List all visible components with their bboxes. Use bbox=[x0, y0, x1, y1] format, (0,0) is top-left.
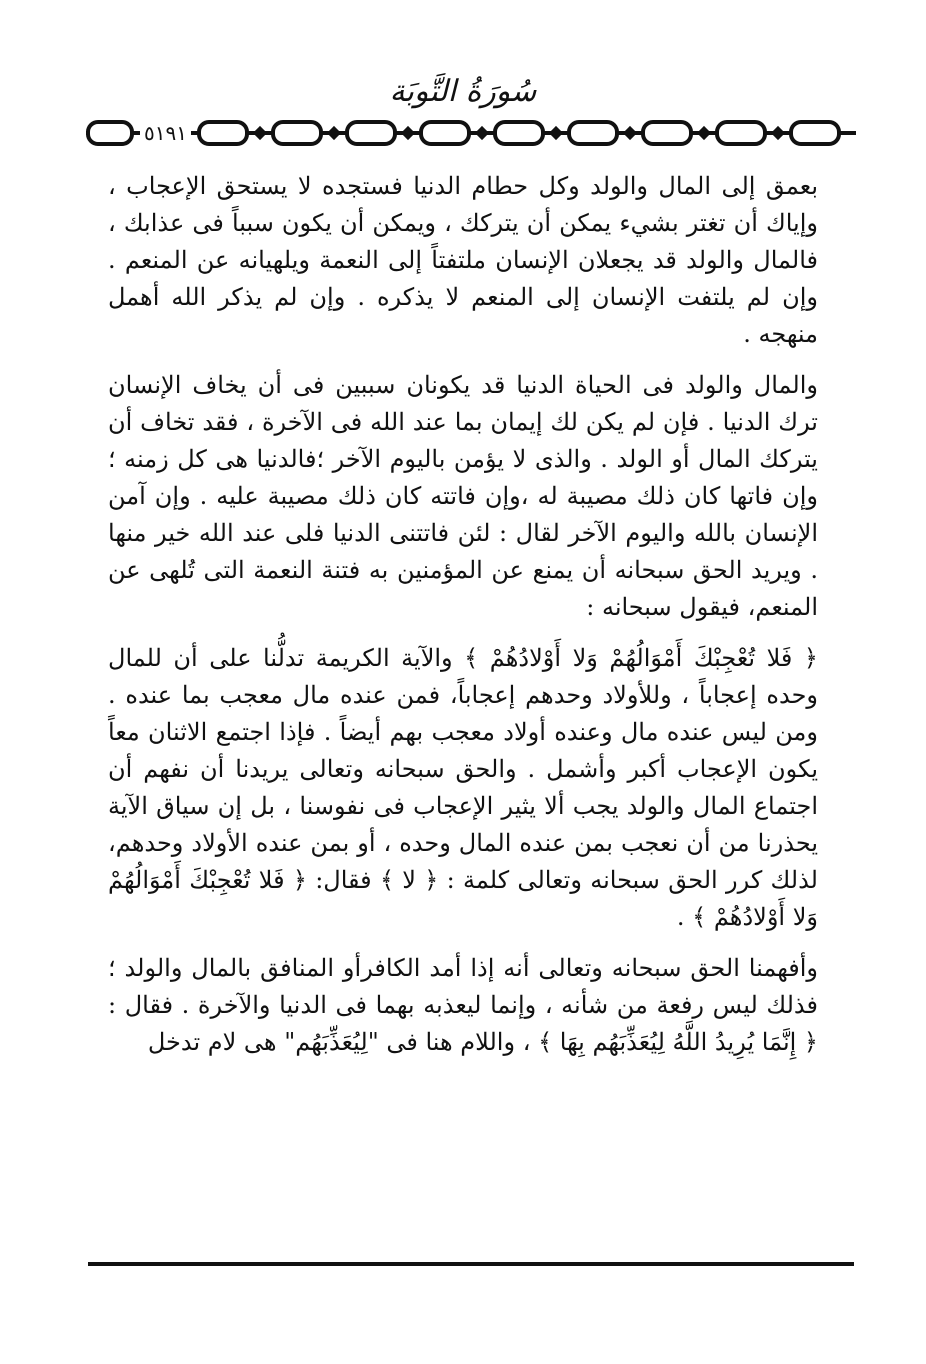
footer-rule bbox=[88, 1262, 854, 1266]
ornament-oval-icon bbox=[197, 120, 249, 146]
ornament-oval-icon bbox=[715, 120, 767, 146]
paragraph: ﴿ فَلا تُعْجِبْكَ أَمْوَالُهُمْ وَلا أَوْلادُهُمْ ﴾ والآية الكريمة تدلُّنا على أن للمال وحده إعجاباً ، وللأولاد وحدهم إعجاباً، فمن عنده مال معجب بما عنده . ومن ليس عنده مال وعنده أولاد معجب بهم أيضاً . فإذا اجتمع الاثنان معاً يكون الإعجاب أكبر وأشمل . والحق سبحانه وتعالى يريدنا أن نفهم أن اجتماع المال والولد يجب ألا يثير الإعجاب فى نفوسنا ، بل إن سياق الآية يحذرنا من أن نعجب بمن عنده المال وحده ، أو بمن عنده الأولاد وحدهم، لذلك كرر الحق سبحانه وتعالى كلمة : ﴿ لا ﴾ فقال: ﴿ فَلا تُعْجِبْكَ أَمْوَالُهُمْ وَلا أَوْلادُهُمْ ﴾ . bbox=[108, 644, 818, 931]
ornament-diamond-icon bbox=[401, 126, 415, 140]
ornament-diamond-icon bbox=[697, 126, 711, 140]
ornament-oval-icon bbox=[271, 120, 323, 146]
ornament-oval-icon bbox=[493, 120, 545, 146]
ornament-diamond-icon bbox=[253, 126, 267, 140]
header-ornament bbox=[86, 118, 856, 148]
ornament-oval-icon bbox=[789, 120, 841, 146]
ornament-oval-icon bbox=[567, 120, 619, 146]
surah-title: سُورَةُ التَّوبَة bbox=[389, 74, 537, 109]
ornament-diamond-icon bbox=[771, 126, 785, 140]
ornament-oval-icon bbox=[345, 120, 397, 146]
ornament-oval-icon bbox=[641, 120, 693, 146]
paragraph: وأفهمنا الحق سبحانه وتعالى أنه إذا أمد الكافرأو المنافق بالمال والولد ؛ فذلك ليس رفعة من شأنه ، وإنما ليعذبه بهما فى الدنيا والآخرة . فقال : ﴿ إِنَّمَا يُرِيدُ اللَّهُ لِيُعَذِّبَهُم بِهَا ﴾ ، واللام هنا فى "لِيُعَذِّبَهُم" هى لام تدخل bbox=[108, 954, 818, 1056]
page-number: ٥١٩١ bbox=[140, 118, 191, 148]
ornament-diamond-icon bbox=[327, 126, 341, 140]
body-text bbox=[108, 168, 818, 1075]
ornament-diamond-icon bbox=[623, 126, 637, 140]
ornament-oval-icon bbox=[86, 120, 134, 146]
ornament-diamond-icon bbox=[475, 126, 489, 140]
ornament-diamond-icon bbox=[549, 126, 563, 140]
paragraph: بعمق إلى المال والولد وكل حطام الدنيا فستجده لا يستحق الإعجاب ، وإياك أن تغتر بشيء يمكن أن يتركك ، ويمكن أن يكون سبباً فى عذابك ، فالمال والولد قد يجعلان الإنسان ملتفتاً إلى النعمة ويلهيانه عن المنعم . وإن لم يلتفت الإنسان إلى المنعم لا يذكره . وإن لم يذكر الله أهمل منهجه . bbox=[108, 172, 818, 348]
paragraph: والمال والولد فى الحياة الدنيا قد يكونان سببين فى أن يخاف الإنسان ترك الدنيا . فإن لم يكن لك إيمان بما عند الله فى الآخرة ، فقد تخاف أن يتركك المال أو الولد . والذى لا يؤمن باليوم الآخر ؛فالدنيا هى كل زمنه ؛ وإن فاتها كان ذلك مصيبة له ،وإن فاتته كان ذلك مصيبة عليه . وإن آمن الإنسان بالله واليوم الآخر لقال : لئن فاتتنى الدنيا فلى عند الله خير منها . ويريد الحق سبحانه أن يمنع عن المؤمنين به فتنة النعمة التى تُلهى عن المنعم، فيقول سبحانه : bbox=[108, 371, 818, 621]
ornament-oval-icon bbox=[419, 120, 471, 146]
